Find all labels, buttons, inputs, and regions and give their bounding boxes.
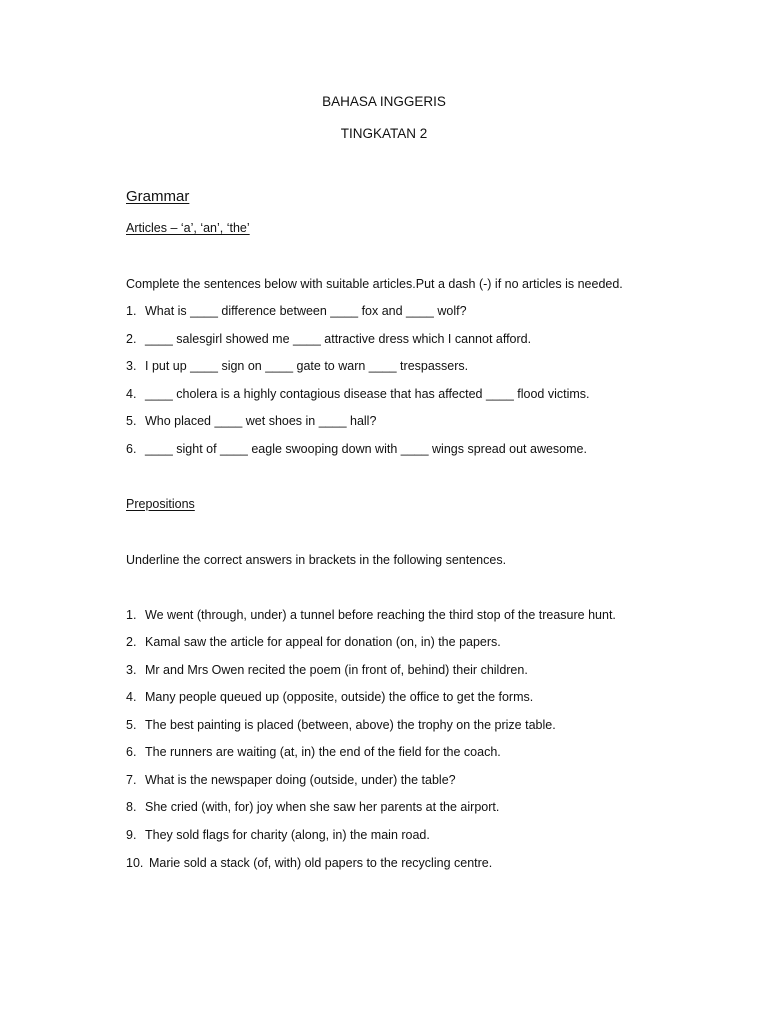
item-number: 5. xyxy=(126,718,137,732)
article-item-1 xyxy=(126,303,726,319)
preposition-item-10 xyxy=(126,855,726,871)
preposition-item-9 xyxy=(126,827,726,843)
preposition-item-2 xyxy=(126,634,726,650)
item-text: Many people queued up (opposite, outside) the office to get the forms. xyxy=(145,690,534,704)
item-number: 3. xyxy=(126,359,137,373)
item-text: The best painting is placed (between, above) the trophy on the prize table. xyxy=(145,718,556,732)
item-number: 6. xyxy=(126,745,137,759)
item-number: 2. xyxy=(126,332,137,346)
item-number: 5. xyxy=(126,414,137,428)
item-number: 3. xyxy=(126,663,137,677)
item-text: ____ cholera is a highly contagious disease that has affected ____ flood victims. xyxy=(145,387,590,401)
item-text: They sold flags for charity (along, in) the main road. xyxy=(145,828,430,842)
item-number: 7. xyxy=(126,773,137,787)
item-text: What is ____ difference between ____ fox and ____ wolf? xyxy=(145,304,467,318)
item-text: Kamal saw the article for appeal for donation (on, in) the papers. xyxy=(145,635,501,649)
form-title: TINGKATAN 2 xyxy=(340,126,428,141)
item-number: 4. xyxy=(126,690,137,704)
item-text: ____ salesgirl showed me ____ attractive dress which I cannot afford. xyxy=(145,332,532,346)
item-number: 8. xyxy=(126,800,137,814)
preposition-item-4 xyxy=(126,689,726,705)
item-text: What is the newspaper doing (outside, under) the table? xyxy=(145,773,456,787)
article-item-3 xyxy=(126,358,726,374)
item-text: We went (through, under) a tunnel before reaching the third stop of the treasure hunt. xyxy=(145,608,616,622)
item-text: She cried (with, for) joy when she saw her parents at the airport. xyxy=(145,800,500,814)
item-text: I put up ____ sign on ____ gate to warn ____ trespassers. xyxy=(145,359,469,373)
item-number: 9. xyxy=(126,828,137,842)
item-number: 6. xyxy=(126,442,137,456)
preposition-item-5 xyxy=(126,717,726,733)
item-text: Mr and Mrs Owen recited the poem (in front of, behind) their children. xyxy=(145,663,528,677)
article-item-4 xyxy=(126,386,726,402)
articles-heading: Articles – ‘a’, ‘an’, ‘the’ xyxy=(126,221,250,235)
item-number: 10. xyxy=(126,856,144,870)
item-text: The runners are waiting (at, in) the end of the field for the coach. xyxy=(145,745,501,759)
item-number: 1. xyxy=(126,304,137,318)
item-text: Marie sold a stack (of, with) old papers to the recycling centre. xyxy=(149,856,493,870)
item-number: 1. xyxy=(126,608,137,622)
preposition-item-7 xyxy=(126,772,726,788)
prepositions-heading: Prepositions xyxy=(126,497,195,511)
prepositions-instruction: Underline the correct answers in brackets in the following sentences. xyxy=(126,553,507,567)
article-item-5 xyxy=(126,413,726,429)
item-number: 4. xyxy=(126,387,137,401)
item-number: 2. xyxy=(126,635,137,649)
preposition-item-8 xyxy=(126,799,726,815)
preposition-item-3 xyxy=(126,662,726,678)
grammar-heading: Grammar xyxy=(126,188,190,205)
item-text: Who placed ____ wet shoes in ____ hall? xyxy=(145,414,377,428)
preposition-item-6 xyxy=(126,744,726,760)
subject-title: BAHASA INGGERIS xyxy=(322,94,446,109)
article-item-2 xyxy=(126,331,726,347)
preposition-item-1 xyxy=(126,607,726,623)
item-text: ____ sight of ____ eagle swooping down with ____ wings spread out awesome. xyxy=(145,442,587,456)
articles-instruction: Complete the sentences below with suitable articles.Put a dash (-) if no articles is needed. xyxy=(126,277,623,291)
article-item-6 xyxy=(126,441,726,457)
